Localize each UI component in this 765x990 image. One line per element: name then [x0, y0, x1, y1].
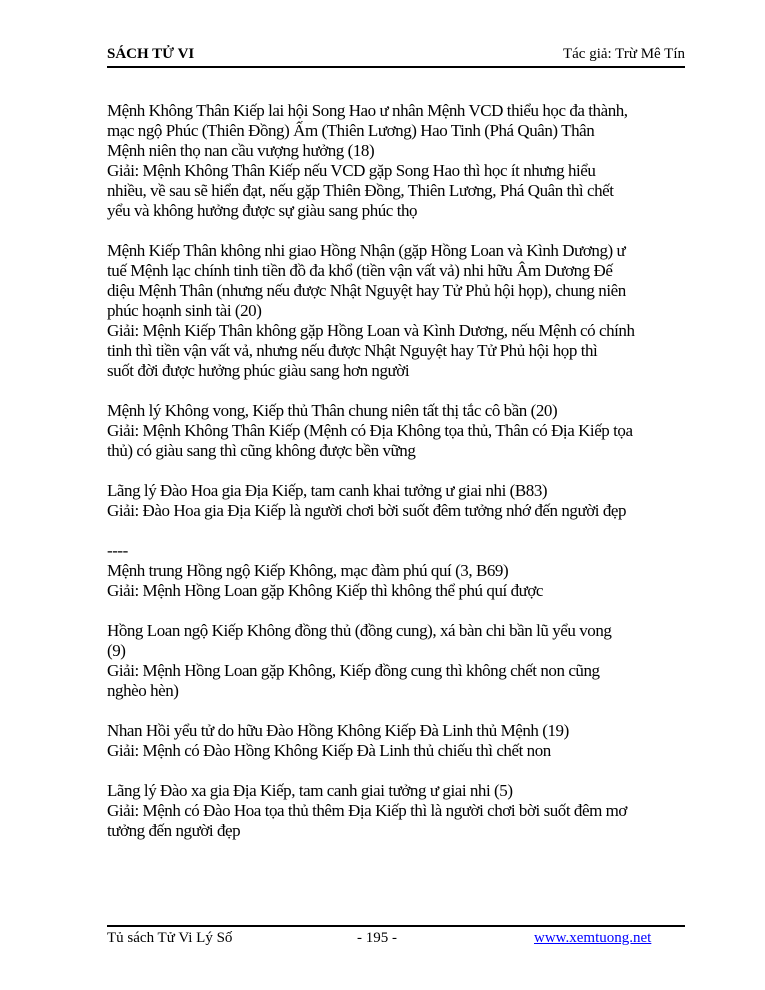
paragraph — [107, 621, 689, 701]
paragraph — [107, 241, 689, 381]
text-line: Mệnh trung Hồng ngộ Kiếp Không, mạc đàm phú quí (3, B69) — [107, 561, 509, 580]
text-line: tinh thì tiền vận vất vả, nhưng nếu được Nhật Nguyệt hay Tử Phủ hội họp thì — [107, 341, 598, 360]
text-line: yểu và không hưởng được sự giàu sang phúc thọ — [107, 201, 418, 220]
text-line: Mệnh Kiếp Thân không nhi giao Hồng Nhận (gặp Hồng Loan và Kình Dương) ư — [107, 241, 626, 260]
text-line: Hồng Loan ngộ Kiếp Không đồng thủ (đồng cung), xá bàn chi bần lũ yểu vong — [107, 621, 612, 640]
text-line: Giải: Mệnh có Đào Hồng Không Kiếp Đà Linh thủ chiếu thì chết non — [107, 741, 551, 760]
text-line: Mệnh Không Thân Kiếp lai hội Song Hao ư nhân Mệnh VCD thiểu học đa thành, — [107, 101, 628, 120]
text-line: tuế Mệnh lạc chính tinh tiền đồ đa khổ (tiền vận vất vả) nhi hữu Âm Dương Đế — [107, 261, 613, 280]
text-line: Giải: Mệnh Hồng Loan gặp Không, Kiếp đồng cung thì không chết non cũng — [107, 661, 600, 680]
text-line: Nhan Hồi yểu tử do hữu Đào Hồng Không Kiếp Đà Linh thủ Mệnh (19) — [107, 721, 569, 740]
text-line: Lãng lý Đào xa gia Địa Kiếp, tam canh giai tưởng ư giai nhi (5) — [107, 781, 513, 800]
website-link[interactable]: www.xemtuong.net — [534, 930, 652, 946]
page-header — [107, 44, 685, 68]
text-line: suốt đời được hưởng phúc giàu sang hơn người — [107, 361, 410, 380]
text-line: Lãng lý Đào Hoa gia Địa Kiếp, tam canh khai tưởng ư giai nhi (B83) — [107, 481, 548, 500]
text-line: Giải: Đào Hoa gia Địa Kiếp là người chơi bời suốt đêm tưởng nhớ đến người đẹp — [107, 501, 627, 520]
text-line: Giải: Mệnh có Đào Hoa tọa thủ thêm Địa Kiếp thì là người chơi bời suốt đêm mơ — [107, 801, 627, 820]
text-line: Mệnh lý Không vong, Kiếp thủ Thân chung niên tất thị tắc cô bần (20) — [107, 401, 558, 420]
paragraph — [107, 541, 689, 601]
page-number: - 195 - — [357, 930, 397, 946]
page-body — [107, 101, 689, 841]
text-line: diệu Mệnh Thân (nhưng nếu được Nhật Nguyệt hay Tử Phủ hội họp), chung niên — [107, 281, 626, 300]
paragraph — [107, 401, 689, 461]
text-line: Giải: Mệnh Kiếp Thân không gặp Hồng Loan và Kình Dương, nếu Mệnh có chính — [107, 321, 635, 340]
book-title: SÁCH TỬ VI — [107, 46, 195, 62]
text-line: thủ) có giàu sang thì cũng không được bền vững — [107, 441, 416, 460]
text-line: phúc hoạnh sinh tài (20) — [107, 301, 262, 320]
text-line: nhiều, về sau sẽ hiển đạt, nếu gặp Thiên Đồng, Thiên Lương, Phá Quân thì chết — [107, 181, 614, 200]
author-credit: Tác giả: Trừ Mê Tín — [562, 46, 685, 62]
series-name: Tủ sách Tử Vi Lý Số — [107, 930, 233, 946]
paragraph — [107, 781, 689, 841]
text-line: Giải: Mệnh Hồng Loan gặp Không Kiếp thì không thể phú quí được — [107, 581, 544, 600]
text-line: Mệnh niên thọ nan cầu vượng hưởng (18) — [107, 141, 375, 160]
page-footer — [107, 925, 685, 953]
separator-line: ---- — [107, 541, 128, 560]
text-line: (9) — [107, 641, 126, 660]
paragraph — [107, 481, 689, 521]
paragraph — [107, 721, 689, 761]
paragraph — [107, 101, 689, 221]
text-line: nghèo hèn) — [107, 681, 179, 700]
text-line: Giải: Mệnh Không Thân Kiếp (Mệnh có Địa Không tọa thủ, Thân có Địa Kiếp tọa — [107, 421, 633, 440]
text-line: mạc ngộ Phúc (Thiên Đồng) Ấm (Thiên Lương) Hao Tinh (Phá Quân) Thân — [107, 121, 595, 140]
text-line: tưởng đến người đẹp — [107, 821, 241, 840]
text-line: Giải: Mệnh Không Thân Kiếp nếu VCD gặp Song Hao thì học ít nhưng hiểu — [107, 161, 596, 180]
